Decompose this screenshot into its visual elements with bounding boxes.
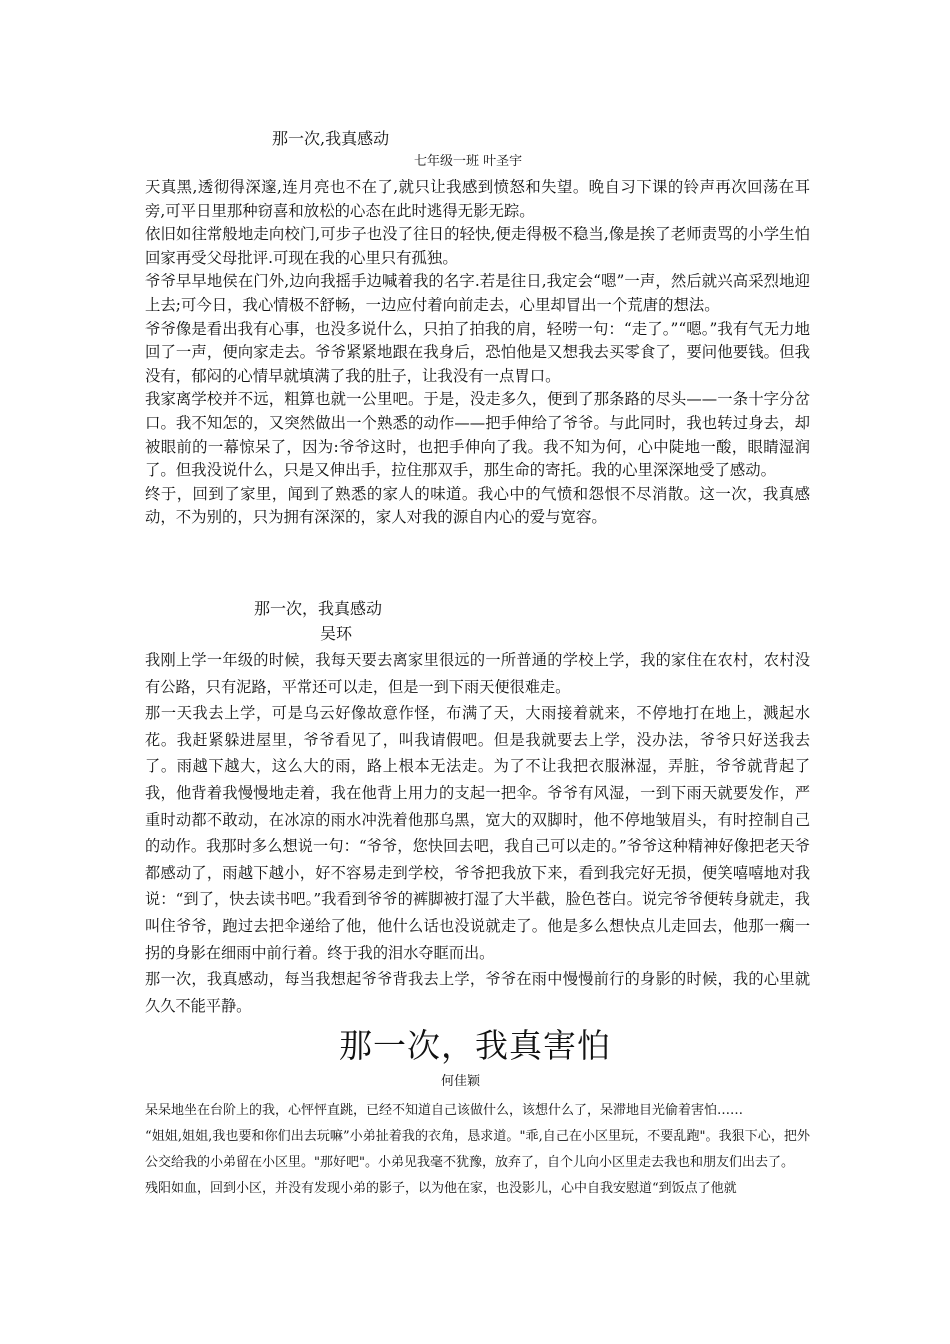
essay3-paragraph: 残阳如血，回到小区，并没有发现小弟的影子，以为他在家，也没影儿，心中自我安慰道“到饭点了他就 — [145, 1181, 737, 1196]
essay2-paragraph: 那一天我去上学，可是乌云好像故意作怪，布满了天，大雨接着就来，不停地打在地上，溅起水花。我赶紧躲进屋里，爷爷看见了，叫我请假吧。但是我就要去上学，没办法，爷爷只好送我去了。雨越下越大，这么大的雨，路上根本无法走。为了不让我把衣服淋湿，弄脏，爷爷就背起了我，他背着我慢慢地走着，我在他背上用力的支起一把伞。爷爷有风湿，一到下雨天就要发作，严重时动都不敢动，在冰凉的雨水冲洗着他那乌黑，宽大的双脚时，他不停地皱眉头，有时控制自己的动作。我那时多么想说一句：“爷爷，您快回去吧，我自己可以走的。”爷爷这种精神好像把老天爷都感动了，雨越下越小，好不容易走到学校，爷爷把我放下来，看到我完好无损，便笑嘻嘻地对我说：“到了，快去读书吧。”我看到爷爷的裤脚被打湿了大半截，脸色苍白。说完爷爷便转身就走，我叫住爷爷，跑过去把伞递给了他，他什么话也没说就走了。他是多么想快点儿走回去，他那一瘸一拐的身影在细雨中前行着。终于我的泪水夺眶而出。 — [145, 704, 810, 962]
essay2-body — [145, 647, 810, 1019]
essay1-paragraph: 天真黑,透彻得深邃,连月亮也不在了,就只让我感到愤怒和失望。晚自习下课的铃声再次回荡在耳旁,可平日里那种窃喜和放松的心态在此时逃得无影无踪。 — [145, 178, 810, 220]
essay2-title: 那一次，我真感动 — [254, 599, 383, 618]
essay1-paragraph: 爷爷像是看出我有心事，也没多说什么，只拍了拍我的肩，轻唠一句：“走了。”“嗯。”我有气无力地回了一声，便向家走去。爷爷紧紧地跟在我身后，恐怕他是又想我去买零食了，要问他要钱。但我没有，郁闷的心情早就填满了我的肚子，让我没有一点胃口。 — [145, 319, 810, 385]
essay1-paragraph: 终于，回到了家里，闻到了熟悉的家人的味道。我心中的气愤和怨恨不尽消散。这一次，我真感动，不为别的，只为拥有深深的，家人对我的源自内心的爱与宽容。 — [145, 484, 810, 527]
essay1-paragraph: 爷爷早早地侯在门外,边向我摇手边喊着我的名字.若是往日,我定会“嗯”一声，然后就兴高采烈地迎上去;可今日，我心情极不舒畅，一边应付着向前走去，心里却冒出一个荒唐的想法。 — [145, 272, 810, 314]
essay3-paragraph: 呆呆地坐在台阶上的我，心怦怦直跳，已经不知道自己该做什么，该想什么了，呆滞地目光偷着害怕…… — [145, 1103, 744, 1118]
essay1-author: 七年级一班 叶圣宇 — [414, 154, 523, 169]
essay2-paragraph: 那一次，我真感动，每当我想起爷爷背我去上学，爷爷在雨中慢慢前行的身影的时候，我的心里就久久不能平静。 — [145, 970, 810, 1015]
essay1-paragraph: 我家离学校并不远，粗算也就一公里吧。于是，没走多久，便到了那条路的尽头——一条十字分岔口。我不知怎的，又突然做出一个熟悉的动作——把手伸给了爷爷。与此同时，我也转过身去，却被眼前的一幕惊呆了，因为:爷爷这时，也把手伸向了我。我不知为何，心中陡地一酸，眼睛湿润了。但我没说什么，只是又伸出手，拉住那双手，那生命的寄托。我的心里深深地受了感动。 — [145, 390, 810, 480]
essay3-paragraph: “姐姐,姐姐,我也要和你们出去玩嘛”小弟扯着我的衣角，恳求道。"乖,自己在小区里玩，不要乱跑"。我狠下心，把外公交给我的小弟留在小区里。"那好吧"。小弟见我毫不犹豫，放弃了，自个儿向小区里走去我也和朋友们出去了。 — [145, 1129, 810, 1170]
essay3-body — [145, 1098, 810, 1202]
essay3-title: 那一次，我真害怕 — [339, 1026, 611, 1065]
essay2-author: 吴环 — [320, 624, 353, 643]
essay1-title: 那一次,我真感动 — [272, 129, 390, 148]
essay2-paragraph: 我刚上学一年级的时候，我每天要去离家里很远的一所普通的学校上学，我的家住在农村，农村没有公路，只有泥路，平常还可以走，但是一到下雨天便很难走。 — [145, 651, 810, 696]
essay3-author: 何佳颖 — [441, 1074, 481, 1089]
essay1-paragraph: 依旧如往常般地走向校门,可步子也没了往日的轻快,便走得极不稳当,像是挨了老师责骂的小学生怕回家再受父母批评.可现在我的心里只有孤独。 — [145, 225, 810, 267]
essay1-body — [145, 176, 810, 530]
